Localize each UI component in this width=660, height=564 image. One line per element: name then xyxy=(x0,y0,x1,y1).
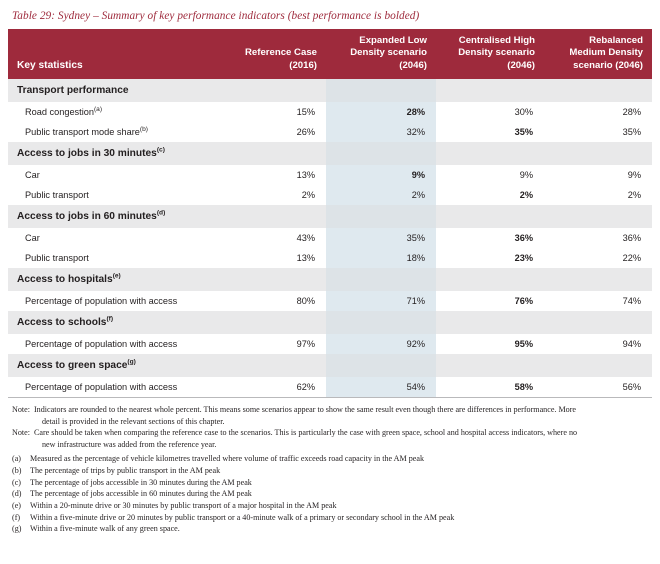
table-row xyxy=(8,377,652,398)
note-row xyxy=(12,404,648,415)
footnote-text: The percentage of trips by public transport in the AM peak xyxy=(30,466,221,476)
column-header-reference-case: Reference Case (2016) xyxy=(216,29,326,79)
section-header-row xyxy=(8,205,652,228)
footnote-row xyxy=(12,488,648,499)
table-row xyxy=(8,122,652,142)
row-label-superscript: (a) xyxy=(93,105,103,113)
row-value: 9% xyxy=(436,165,544,185)
row-value: 9% xyxy=(326,165,436,185)
section-header-row xyxy=(8,79,652,102)
footnote-key: (e) xyxy=(12,501,21,511)
row-value: 13% xyxy=(216,248,326,268)
row-label: Public transport xyxy=(8,248,216,268)
table-notes xyxy=(12,404,648,535)
footnote-key: (g) xyxy=(12,524,22,534)
section-title-superscript: (c) xyxy=(156,146,165,154)
section-header-cell xyxy=(544,311,652,334)
footnote-row xyxy=(12,523,648,534)
footnote-text: Measured as the percentage of vehicle kilometres travelled where volume of traffic exceeds road capacity in the AM peak xyxy=(30,454,425,464)
column-header-key-statistics: Key statistics xyxy=(8,29,216,79)
row-value: 32% xyxy=(326,122,436,142)
row-value: 95% xyxy=(436,334,544,354)
row-value: 35% xyxy=(436,122,544,142)
table-row xyxy=(8,334,652,354)
row-value: 35% xyxy=(326,228,436,248)
section-header-cell xyxy=(326,268,436,291)
table-row xyxy=(8,185,652,205)
section-header-cell xyxy=(544,142,652,165)
section-header-cell xyxy=(216,354,326,377)
table-row xyxy=(8,291,652,311)
row-value: 36% xyxy=(544,228,652,248)
footnote-text: The percentage of jobs accessible in 30 minutes during the AM peak xyxy=(30,477,252,487)
section-header-cell xyxy=(326,311,436,334)
row-value: 9% xyxy=(544,165,652,185)
note-continuation: detail is provided in the relevant sections of this chapter. xyxy=(42,416,225,426)
section-title: Access to schools$^{(f)}$ xyxy=(8,311,216,334)
row-value: 92% xyxy=(326,334,436,354)
section-title-superscript: (d) xyxy=(156,209,166,217)
table-row xyxy=(8,228,652,248)
footnote-key: (d) xyxy=(12,489,22,499)
row-label: Car xyxy=(8,165,216,185)
column-header-centralised-high-density: Centralised High Density scenario (2046) xyxy=(436,29,544,79)
note-tag: Note: xyxy=(12,404,30,414)
table-body xyxy=(8,79,652,398)
section-title: Access to jobs in 60 minutes$^{(d)}$ xyxy=(8,205,216,228)
note-continuation: new infrastructure was added from the reference year. xyxy=(42,440,217,450)
section-header-cell xyxy=(216,205,326,228)
row-label: Public transport xyxy=(8,185,216,205)
row-value: 23% xyxy=(436,248,544,268)
footnote-row xyxy=(12,500,648,511)
section-header-cell xyxy=(326,79,436,102)
table-row xyxy=(8,248,652,268)
row-value: 13% xyxy=(216,165,326,185)
section-header-cell xyxy=(436,79,544,102)
row-label: Percentage of population with access xyxy=(8,291,216,311)
section-header-cell xyxy=(436,311,544,334)
table-row xyxy=(8,102,652,122)
note-text: Indicators are rounded to the nearest whole percent. This means some scenarios appear to show the same result even though there are differences in performance. More xyxy=(33,404,576,414)
row-value: 43% xyxy=(216,228,326,248)
row-value: 15% xyxy=(216,102,326,122)
row-value: 35% xyxy=(544,122,652,142)
row-label: Percentage of population with access xyxy=(8,377,216,398)
section-header-cell xyxy=(436,205,544,228)
footnote-key: (f) xyxy=(12,512,21,522)
row-label-superscript: (b) xyxy=(139,125,148,133)
footnote-key: (b) xyxy=(12,466,22,476)
table-header xyxy=(8,29,652,79)
footnote-row xyxy=(12,465,648,476)
note-text: Care should be taken when comparing the reference case to the scenarios. This is particularly the case with green space, school and hospital access indicators, where no xyxy=(33,428,578,438)
row-value: 62% xyxy=(216,377,326,398)
table-caption: Table 29: Sydney – Summary of key performance indicators (best performance is bolded) xyxy=(12,10,420,22)
row-value: 30% xyxy=(436,102,544,122)
row-label: Car xyxy=(8,228,216,248)
section-header-cell xyxy=(326,354,436,377)
section-header-cell xyxy=(436,354,544,377)
row-value: 18% xyxy=(326,248,436,268)
section-header-cell xyxy=(216,79,326,102)
section-header-cell xyxy=(436,268,544,291)
row-value: 26% xyxy=(216,122,326,142)
footnote-row xyxy=(12,453,648,464)
row-value: 80% xyxy=(216,291,326,311)
row-label: Percentage of population with access xyxy=(8,334,216,354)
footnote-text: The percentage of jobs accessible in 60 minutes during the AM peak xyxy=(30,489,252,499)
footnote-key: (c) xyxy=(12,477,21,487)
row-value: 28% xyxy=(544,102,652,122)
footnote-text: Within a 20-minute drive or 30 minutes by public transport of a major hospital in the AM peak xyxy=(30,501,337,511)
footnote-row xyxy=(12,512,648,523)
row-value: 56% xyxy=(544,377,652,398)
row-value: 54% xyxy=(326,377,436,398)
section-title: Transport performance xyxy=(8,79,216,102)
kpi-table xyxy=(8,29,652,398)
section-title-superscript: (e) xyxy=(112,272,121,280)
row-value: 22% xyxy=(544,248,652,268)
section-header-cell xyxy=(326,205,436,228)
section-header-row xyxy=(8,268,652,291)
footnote-list xyxy=(12,453,648,534)
row-value: 2% xyxy=(436,185,544,205)
row-label: Road congestion$^{(a)}$ xyxy=(8,102,216,122)
footnote-text: Within a five-minute walk of any green space. xyxy=(30,524,180,534)
row-value: 94% xyxy=(544,334,652,354)
section-header-row xyxy=(8,311,652,334)
section-header-row xyxy=(8,354,652,377)
row-value: 74% xyxy=(544,291,652,311)
note-tag: Note: xyxy=(12,428,30,438)
row-value: 58% xyxy=(436,377,544,398)
note-row xyxy=(12,427,648,438)
section-header-cell xyxy=(216,268,326,291)
row-value: 76% xyxy=(436,291,544,311)
row-value: 71% xyxy=(326,291,436,311)
header-row xyxy=(8,29,652,79)
section-header-row xyxy=(8,142,652,165)
section-title-superscript: (g) xyxy=(127,358,136,366)
column-header-rebalanced-medium-density: Rebalanced Medium Density scenario (2046) xyxy=(544,29,652,79)
column-header-expanded-low-density: Expanded Low Density scenario (2046) xyxy=(326,29,436,79)
section-header-cell xyxy=(544,205,652,228)
section-header-cell xyxy=(436,142,544,165)
table-row xyxy=(8,165,652,185)
section-title: Access to green space$^{(g)}$ xyxy=(8,354,216,377)
section-title: Access to jobs in 30 minutes$^{(c)}$ xyxy=(8,142,216,165)
section-title-superscript: (f) xyxy=(106,315,114,323)
row-value: 2% xyxy=(326,185,436,205)
row-value: 2% xyxy=(544,185,652,205)
row-value: 36% xyxy=(436,228,544,248)
footnote-row xyxy=(12,477,648,488)
row-value: 28% xyxy=(326,102,436,122)
section-header-cell xyxy=(544,268,652,291)
section-title: Access to hospitals$^{(e)}$ xyxy=(8,268,216,291)
section-header-cell xyxy=(216,142,326,165)
footnote-text: Within a five-minute drive or 20 minutes by public transport or a 40-minute walk of a primary or secondary school in the AM peak xyxy=(30,512,455,522)
section-header-cell xyxy=(326,142,436,165)
section-header-cell xyxy=(216,311,326,334)
row-value: 97% xyxy=(216,334,326,354)
row-label: Public transport mode share$^{(b)}$ xyxy=(8,122,216,142)
footnote-key: (a) xyxy=(12,454,21,464)
section-header-cell xyxy=(544,79,652,102)
section-header-cell xyxy=(544,354,652,377)
row-value: 2% xyxy=(216,185,326,205)
